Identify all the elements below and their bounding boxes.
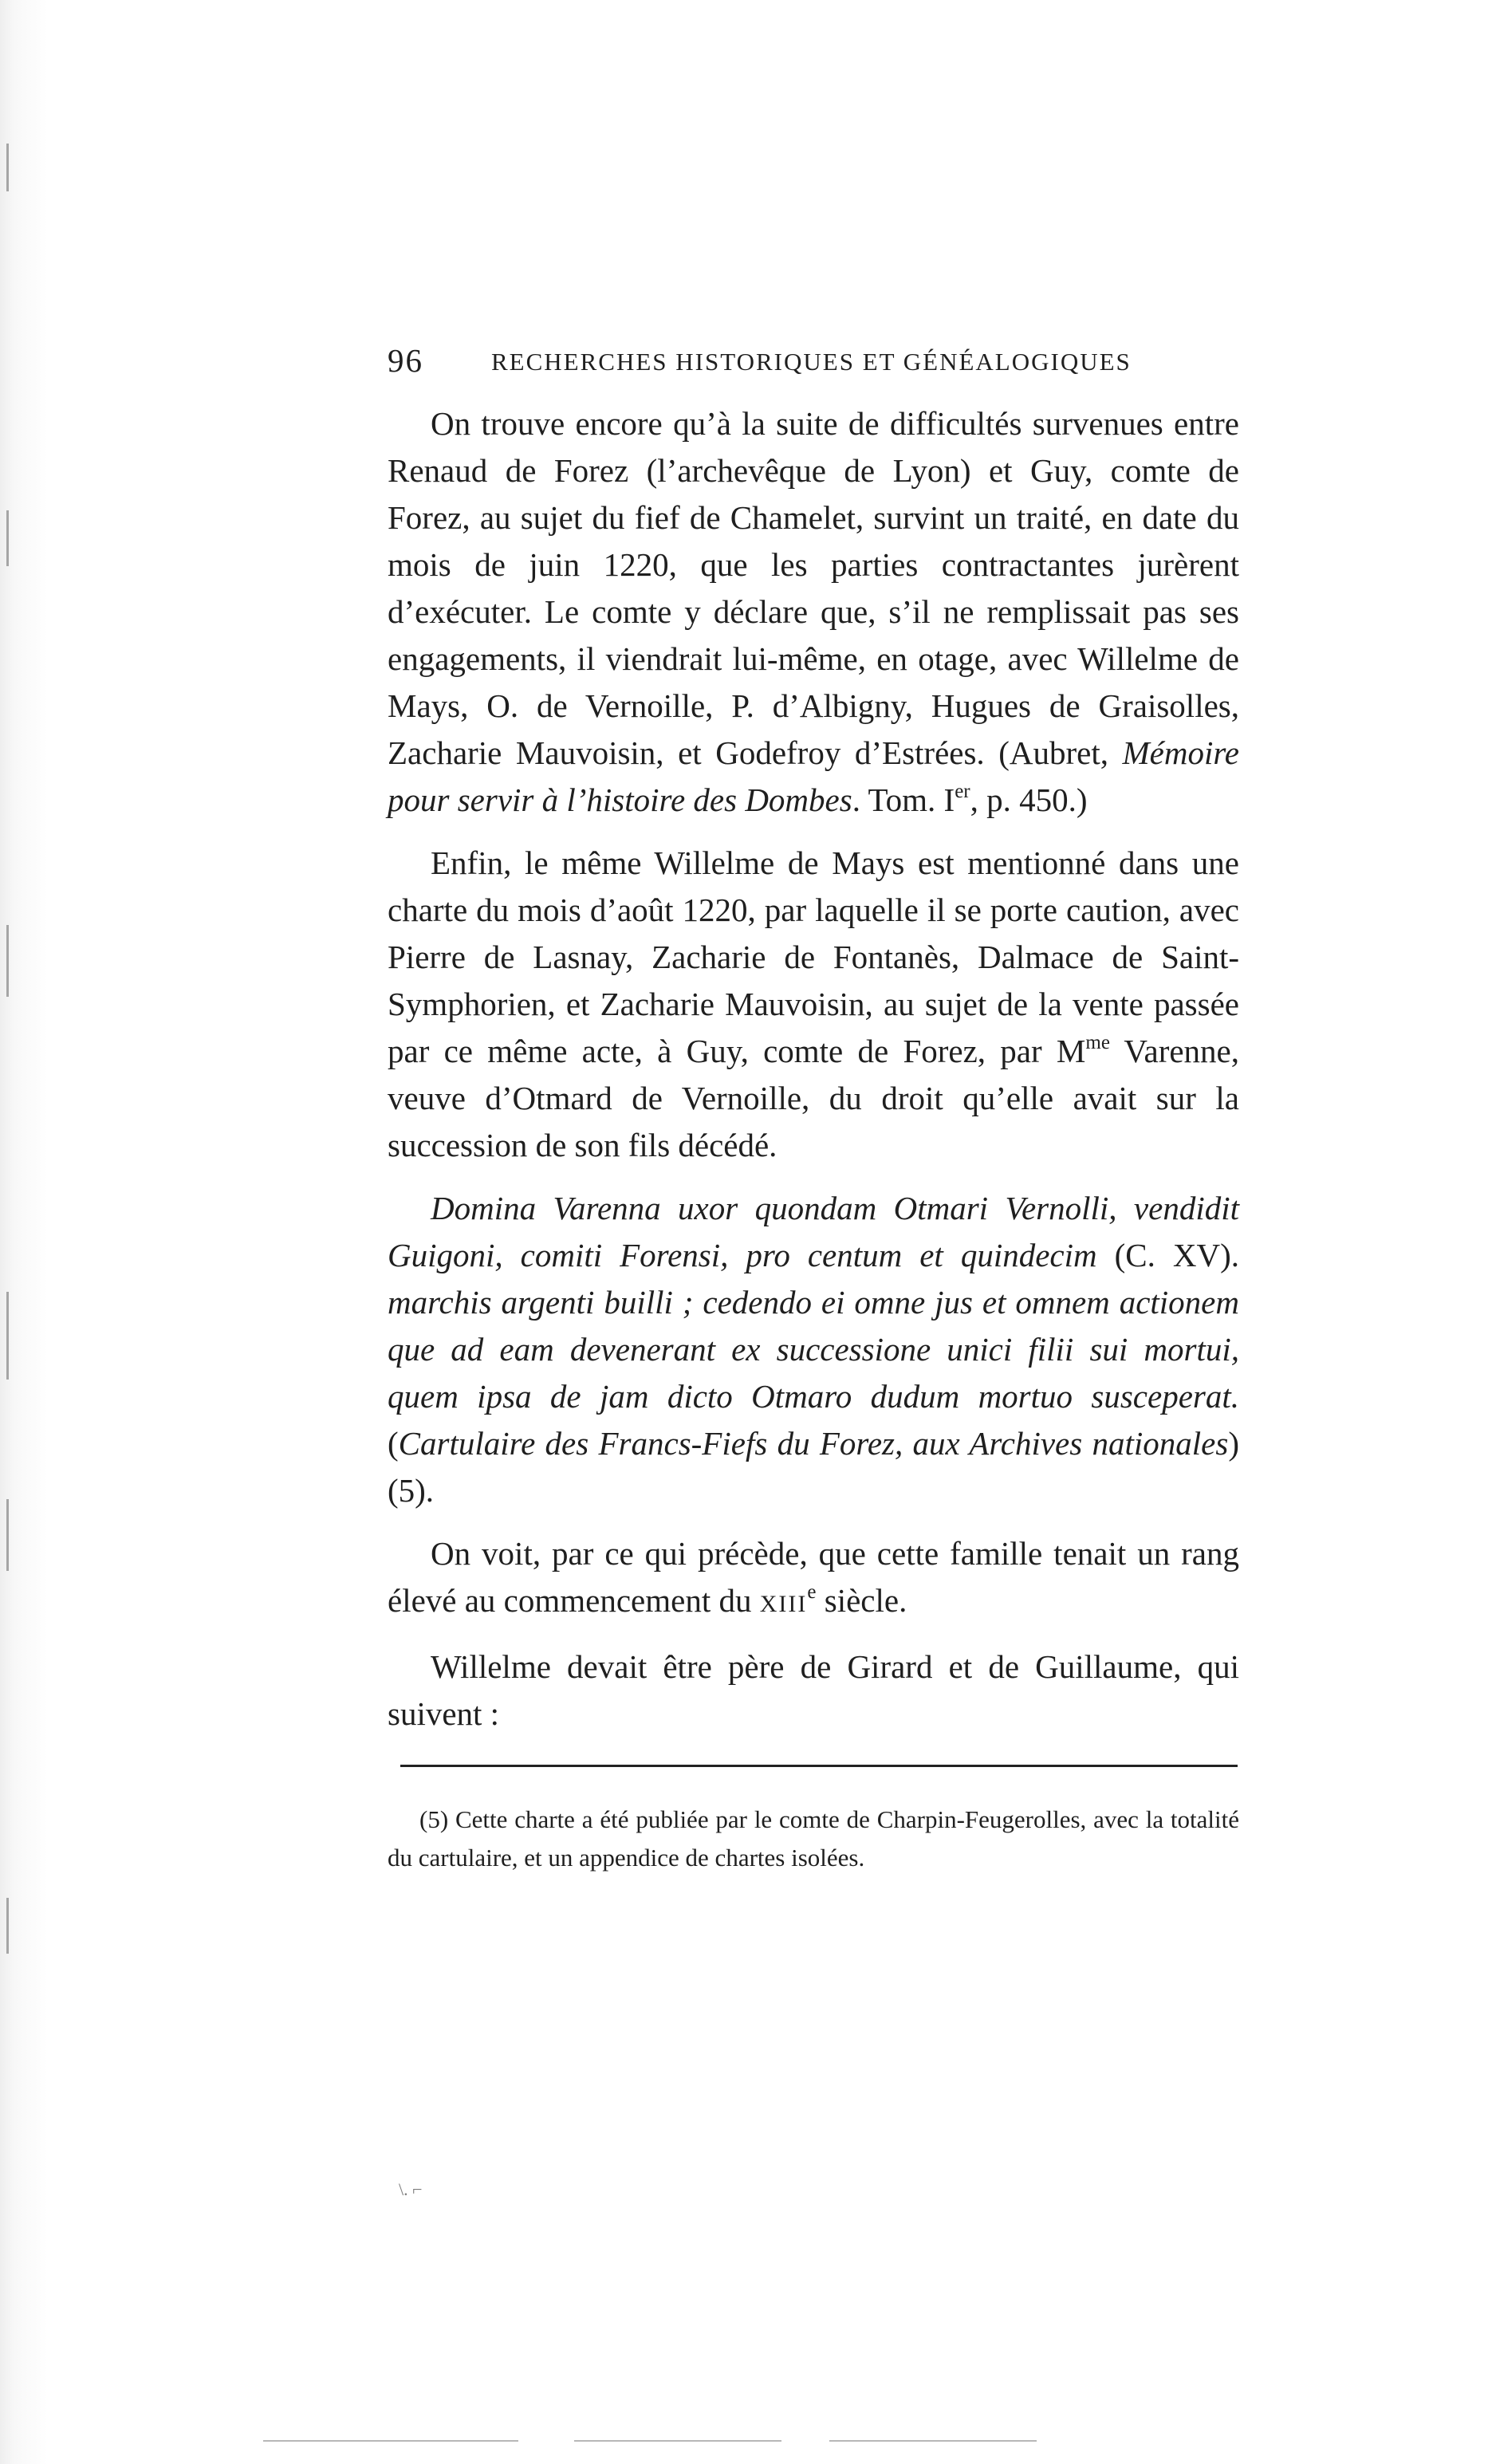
italic-title: Mémoire pour servir à l’histoire des Dombes bbox=[388, 734, 1239, 818]
superscript: er bbox=[955, 781, 970, 803]
superscript: e bbox=[807, 1581, 817, 1604]
paragraph-descendants bbox=[388, 1643, 1239, 1738]
scan-edge-mark bbox=[6, 510, 9, 566]
paragraph-text: Varenne, veuve d’Otmard de Vernoille, du droit qu’elle avait sur la succession de son fils décédé. bbox=[388, 1033, 1239, 1163]
body-text bbox=[388, 400, 1239, 1738]
paragraph-text: Willelme devait être père de Girard et de Guillaume, qui suivent : bbox=[388, 1648, 1239, 1732]
latin-quote-text: marchis argenti builli ; cedendo ei omne jus et omnem actionem que ad eam devenerant ex successione unici filii sui mortui, quem ipsa de jam dicto Otmaro dudum mortuo susceperat. bbox=[388, 1284, 1239, 1415]
bottom-scan-line bbox=[574, 2440, 781, 2442]
scan-edge-mark bbox=[6, 144, 9, 191]
book-page bbox=[388, 335, 1239, 1877]
paragraph-latin-quote bbox=[388, 1185, 1239, 1514]
running-head bbox=[388, 335, 1239, 383]
paragraph-text: ( bbox=[388, 1425, 399, 1462]
paragraph-text: Enfin, le même Willelme de Mays est mentionné dans une charte du mois d’août 1220, par laquelle il se porte caution, avec Pierre de Lasnay, Zacharie de Fontanès, Dalmace de Saint-Symphorien, et Zacharie Mauvoisin, au sujet de la vente passée par ce même acte, à Guy, comte de Forez, par M bbox=[388, 844, 1239, 1069]
footnote-divider bbox=[400, 1765, 1238, 1767]
source-title: Cartulaire des Francs-Fiefs du Forez, aux Archives nationales bbox=[398, 1425, 1229, 1462]
footnote-reference: ) (5). bbox=[388, 1425, 1239, 1509]
paragraph-text: , p. 450.) bbox=[970, 781, 1088, 818]
paragraph-text: On voit, par ce qui précède, que cette famille tenait un rang élevé au commencement du bbox=[388, 1535, 1239, 1619]
paragraph-text: . Tom. I bbox=[852, 781, 955, 818]
scan-edge-mark bbox=[6, 925, 9, 997]
roman-numeral-note: (C. XV). bbox=[1096, 1237, 1239, 1273]
scan-edge-mark bbox=[6, 1292, 9, 1380]
scan-edge-mark bbox=[6, 1499, 9, 1571]
paragraph-text: On trouve encore qu’à la suite de difficultés survenues entre Renaud de Forez (l’archevêque de Lyon) et Guy, comte de Forez, au sujet du fief de Chamelet, survint un traité, en date du mois de juin 1220, que les parties contractantes jurèrent d’exécuter. Le comte y déclare que, s’il ne remplissait pas ses engagements, il viendrait lui-même, en otage, avec Willelme de Mays, O. de Vernoille, P. d’Albigny, Hugues de Graisolles, Zacharie Mauvoisin, et Godefroy d’Estrées. (Aubret, bbox=[388, 405, 1239, 771]
page-number: 96 bbox=[388, 342, 423, 379]
paragraph-charter bbox=[388, 840, 1239, 1169]
paragraph-text: siècle. bbox=[816, 1582, 907, 1619]
paragraph-rank bbox=[388, 1530, 1239, 1628]
paragraph-treaty bbox=[388, 400, 1239, 824]
scan-mark: \. ⌐ bbox=[399, 2179, 423, 2199]
footnote: (5) Cette charte a été publiée par le comte de Charpin-Feugerolles, avec la totalité du cartulaire, et un appendice de chartes isolées. bbox=[388, 1805, 1239, 1872]
superscript: me bbox=[1085, 1032, 1110, 1054]
page-header-title: RECHERCHES HISTORIQUES ET GÉNÉALOGIQUES bbox=[491, 348, 1132, 376]
latin-quote-text: Domina Varenna uxor quondam Otmari Vernolli, vendidit Guigoni, comiti Forensi, pro centum et quindecim bbox=[388, 1190, 1239, 1273]
century-numeral: XIII bbox=[759, 1591, 808, 1617]
scan-left-edge bbox=[0, 0, 48, 2464]
bottom-scan-line bbox=[829, 2440, 1037, 2442]
scan-edge-mark bbox=[6, 1898, 9, 1954]
bottom-scan-line bbox=[263, 2440, 518, 2442]
